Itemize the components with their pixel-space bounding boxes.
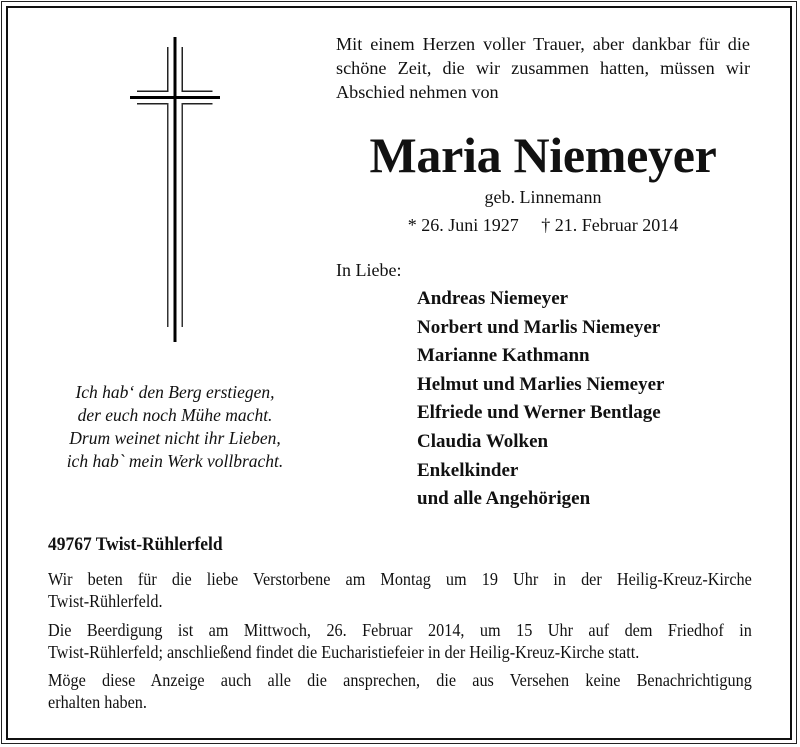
poem-line: Drum weinet nicht ihr Lieben, [69,428,281,448]
intro-text [336,32,750,104]
intro-line: Abschied nehmen von [336,82,499,102]
deceased-name: Maria Niemeyer [369,127,717,183]
mourner-item: Enkelkinder [417,459,519,481]
paragraph-line: erhalten haben. [48,692,147,712]
maiden-name: geb. Linnemann [484,187,602,207]
paragraph-line: Möge diese Anzeige auch alle die ansprechen, die aus Versehen keine Benachrichtigung [48,670,752,690]
paragraph-line: Twist-Rühlerfeld; anschließend findet die Eucharistiefeier in der Heilig-Kreuz-Kirche statt. [48,642,640,662]
mourner-item: Claudia Wolken [417,430,549,452]
in-love-label: In Liebe: [336,260,402,280]
paragraph-line: Wir beten für die liebe Verstorbene am Montag um 19 Uhr in der Heilig-Kreuz-Kirche [48,569,752,589]
life-dates: * 26. Juni 1927 † 21. Februar 2014 [407,215,679,235]
mourners-list [417,285,664,514]
mourner-item: Helmut und Marlies Niemeyer [417,373,665,395]
cross-icon [128,36,224,344]
intro-line: schöne Zeit, die wir zusammen hatten, müssen wir [336,58,750,78]
mourner-item: Andreas Niemeyer [417,288,569,309]
funeral-paragraph [48,619,752,663]
mourner-item: Elfriede und Werner Bentlage [417,402,661,424]
mourner-item: Norbert und Marlis Niemeyer [417,316,661,338]
location-heading: 49767 Twist-Rühlerfeld [48,534,223,555]
paragraph-line: Die Beerdigung ist am Mittwoch, 26. Februar 2014, um 15 Uhr auf dem Friedhof in [48,620,752,640]
poem-line: ich hab` mein Werk vollbracht. [66,451,284,471]
mourner-item: und alle Angehörigen [417,488,591,510]
prayer-paragraph [48,568,752,612]
intro-line: Mit einem Herzen voller Trauer, aber dankbar für die [336,34,750,54]
poem-line: der euch noch Mühe macht. [77,405,273,425]
poem [40,381,310,473]
poem-line: Ich hab‘ den Berg erstiegen, [75,382,275,402]
paragraph-line: Twist-Rühlerfeld. [48,591,163,611]
mourner-item: Marianne Kathmann [417,345,590,367]
notification-paragraph [48,669,752,713]
